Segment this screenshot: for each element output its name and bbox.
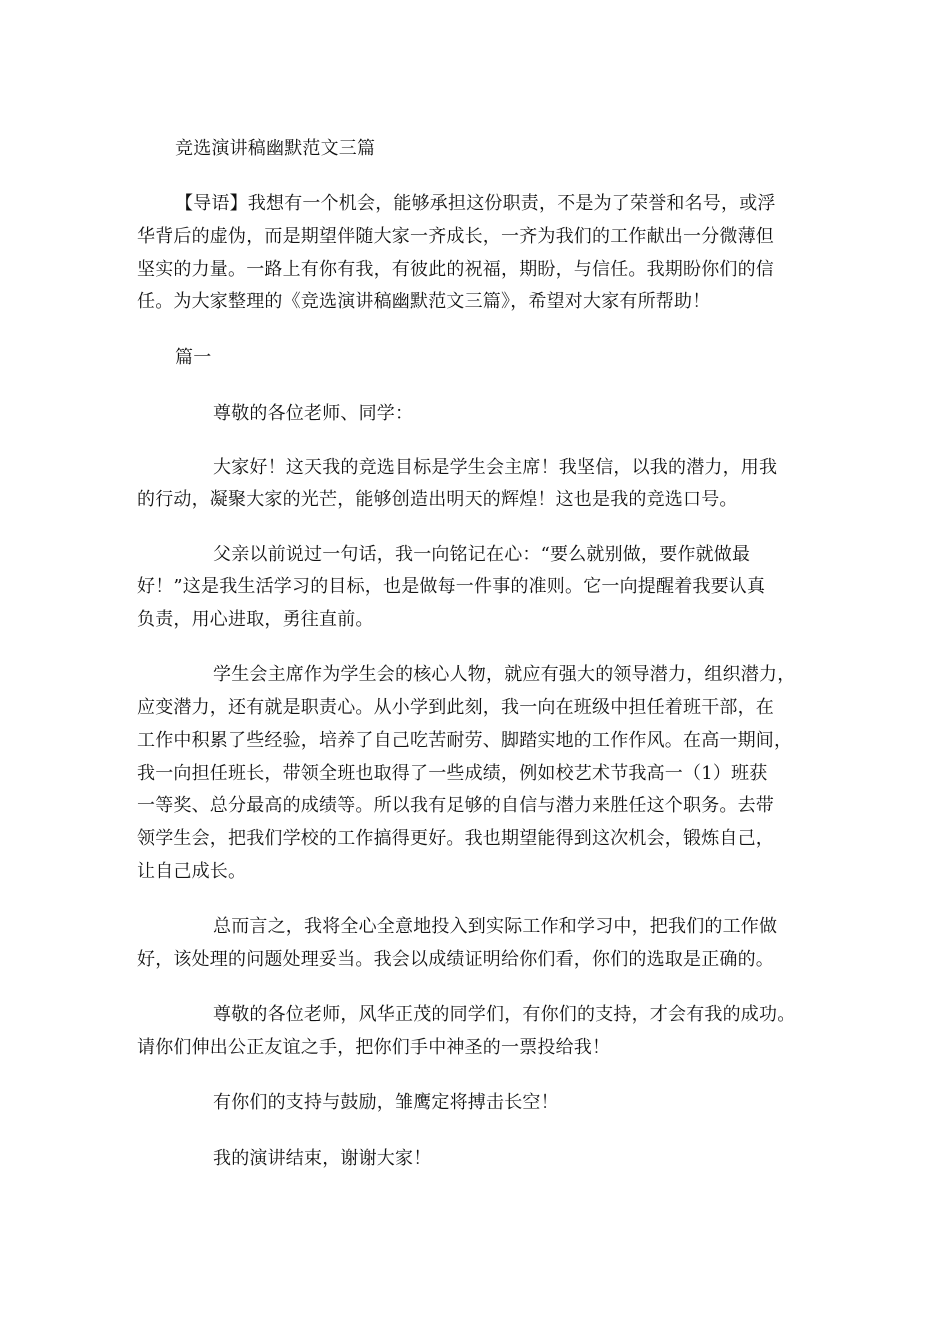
document-title: 竞选演讲稿幽默范文三篇 bbox=[175, 138, 376, 159]
paragraph-4-line-2: 好，该处理的问题处理妥当。我会以成绩证明给你们看，你们的选取是正确的。 bbox=[137, 949, 774, 970]
paragraph-3-line-5: 一等奖、总分最高的成绩等。所以我有足够的自信与潜力来胜任这个职务。去带 bbox=[137, 795, 774, 816]
salutation: 尊敬的各位老师、同学： bbox=[213, 403, 414, 424]
paragraph-2-line-2: 好！”这是我生活学习的目标，也是做每一件事的准则。它一向提醒着我要认真 bbox=[137, 576, 766, 597]
section-heading: 篇一 bbox=[175, 347, 212, 368]
paragraph-6: 有你们的支持与鼓励，雏鹰定将搏击长空！ bbox=[213, 1092, 559, 1113]
paragraph-1-line-1: 大家好！这天我的竞选目标是学生会主席！我坚信，以我的潜力，用我 bbox=[213, 457, 778, 478]
intro-line-2: 华背后的虚伪，而是期望伴随大家一齐成长，一齐为我们的工作献出一分微薄但 bbox=[137, 226, 774, 247]
paragraph-3-line-1: 学生会主席作为学生会的核心人物，就应有强大的领导潜力，组织潜力， bbox=[213, 664, 796, 685]
paragraph-3-line-2: 应变潜力，还有就是职责心。从小学到此刻，我一向在班级中担任着班干部，在 bbox=[137, 697, 774, 718]
intro-line-3: 坚实的力量。一路上有你有我，有彼此的祝福，期盼，与信任。我期盼你们的信 bbox=[137, 259, 774, 280]
intro-line-1: 【导语】我想有一个机会，能够承担这份职责，不是为了荣誉和名号，或浮 bbox=[175, 193, 776, 214]
paragraph-2-line-3: 负责，用心进取，勇往直前。 bbox=[137, 609, 374, 630]
paragraph-5-line-1: 尊敬的各位老师，风华正茂的同学们，有你们的支持，才会有我的成功。 bbox=[213, 1004, 796, 1025]
paragraph-1-line-2: 的行动，凝聚大家的光芒，能够创造出明天的辉煌！这也是我的竞选口号。 bbox=[137, 489, 738, 510]
paragraph-7: 我的演讲结束，谢谢大家！ bbox=[213, 1148, 432, 1169]
paragraph-3-line-6: 领学生会，把我们学校的工作搞得更好。我也期望能得到这次机会，锻炼自己， bbox=[137, 828, 774, 849]
paragraph-4-line-1: 总而言之，我将全心全意地投入到实际工作和学习中，把我们的工作做 bbox=[213, 916, 778, 937]
paragraph-3-line-4: 我一向担任班长，带领全班也取得了一些成绩，例如校艺术节我高一（1）班获 bbox=[137, 763, 768, 784]
paragraph-3-line-3: 工作中积累了些经验，培养了自己吃苦耐劳、脚踏实地的工作作风。在高一期间， bbox=[137, 730, 793, 751]
paragraph-2-line-1: 父亲以前说过一句话，我一向铭记在心：“要么就别做，要作就做最 bbox=[213, 544, 751, 565]
paragraph-5-line-2: 请你们伸出公正友谊之手，把你们手中神圣的一票投给我！ bbox=[137, 1037, 611, 1058]
paragraph-3-line-7: 让自己成长。 bbox=[137, 861, 247, 882]
intro-line-4: 任。为大家整理的《竞选演讲稿幽默范文三篇》，希望对大家有所帮助！ bbox=[137, 291, 711, 312]
